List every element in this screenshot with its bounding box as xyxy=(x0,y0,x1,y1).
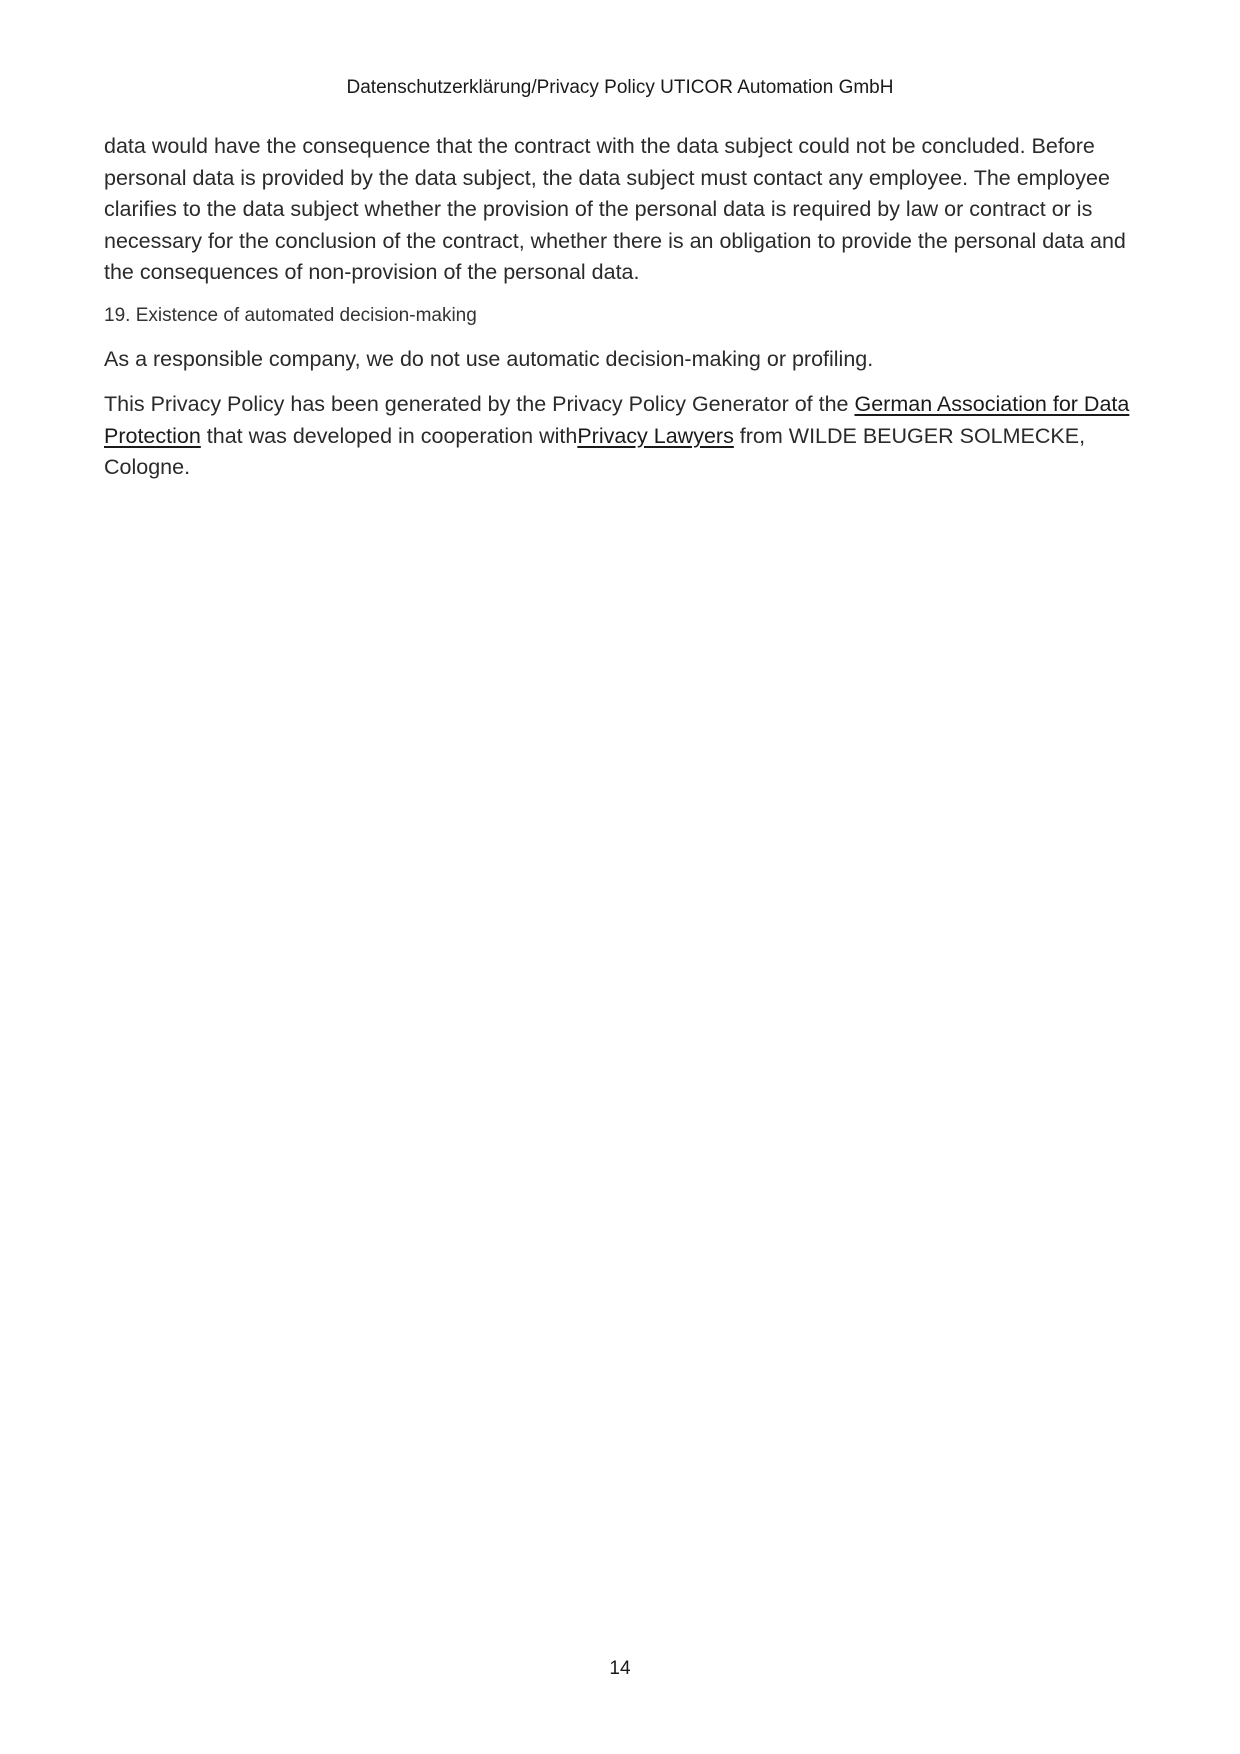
paragraph-automated-decision: As a responsible company, we do not use automatic decision-making or profiling. xyxy=(104,346,874,371)
privacy-lawyers-link[interactable]: Privacy Lawyers xyxy=(577,423,734,448)
paragraph-credits xyxy=(104,389,1144,484)
paragraph-consequences: data would have the consequence that the contract with the data subject could not be concluded. Before personal data is provided by the data subject, the data subject must contact any employee. The employee clarifies to the data subject whether the provision of the personal data is required by law or contract or is necessary for the conclusion of the contract, whether there is an obligation to provide the personal data and the consequences of non-provision of the personal data. xyxy=(104,134,1126,284)
running-header: Datenschutzerklärung/Privacy Policy UTICOR Automation GmbH xyxy=(346,77,894,98)
german-association-data-protection-link[interactable]: German Association for Data Protection xyxy=(104,392,1130,448)
credits-text-end: from WILDE BEUGER SOLMECKE, Cologne. xyxy=(104,423,1086,479)
page-number: 14 xyxy=(609,1658,631,1679)
page-content xyxy=(104,131,1144,484)
credits-text-start: This Privacy Policy has been generated by the Privacy Policy Generator of the xyxy=(104,392,855,416)
section-heading-19: 19. Existence of automated decision-making xyxy=(104,304,477,326)
credits-text-middle: that was developed in cooperation with xyxy=(200,423,578,448)
